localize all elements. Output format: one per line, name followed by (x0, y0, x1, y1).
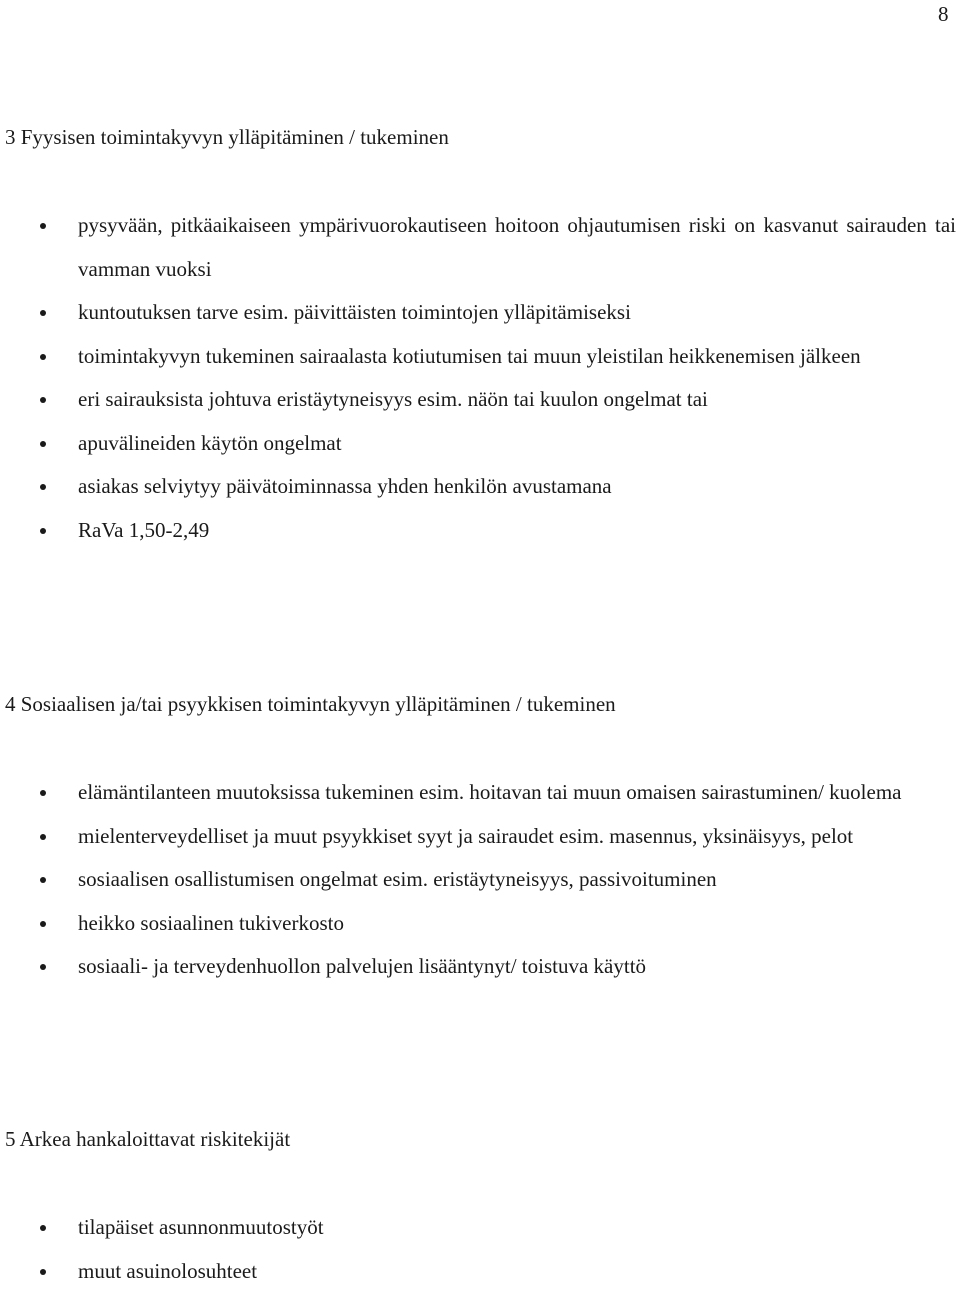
bullet-icon (40, 310, 46, 316)
bullet-icon (40, 397, 46, 403)
bullet-icon (40, 484, 46, 490)
bullet-icon (40, 1225, 46, 1231)
bullet-icon (40, 441, 46, 447)
bullet-icon (40, 528, 46, 534)
list-item: heikko sosiaalinen tukiverkosto (0, 902, 960, 946)
page-number: 8 (938, 2, 949, 27)
list-item: mielenterveydelliset ja muut psyykkiset syyt ja sairaudet esim. masennus, yksinäisyys, pelot (0, 815, 960, 859)
list-item: RaVa 1,50-2,49 (0, 509, 960, 553)
bullet-icon (40, 834, 46, 840)
list-item: sosiaali- ja terveydenhuollon palvelujen lisääntynyt/ toistuva käyttö (0, 945, 960, 989)
bullet-list-section-5 (0, 1206, 960, 1293)
bullet-icon (40, 964, 46, 970)
bullet-icon (40, 354, 46, 360)
section-heading-5: 5 Arkea hankaloittavat riskitekijät (5, 1127, 290, 1152)
section-heading-3: 3 Fyysisen toimintakyvyn ylläpitäminen / tukeminen (5, 125, 449, 150)
bullet-icon (40, 877, 46, 883)
list-item: apuvälineiden käytön ongelmat (0, 422, 960, 466)
list-item: toimintakyvyn tukeminen sairaalasta kotiutumisen tai muun yleistilan heikkenemisen jälkeen (0, 335, 960, 379)
list-item: muut asuinolosuhteet (0, 1250, 960, 1293)
bullet-list-section-3 (0, 204, 960, 552)
list-item: elämäntilanteen muutoksissa tukeminen esim. hoitavan tai muun omaisen sairastuminen/ kuolema (0, 771, 960, 815)
bullet-icon (40, 223, 46, 229)
bullet-list-section-4 (0, 771, 960, 989)
list-item: asiakas selviytyy päivätoiminnassa yhden henkilön avustamana (0, 465, 960, 509)
list-item: tilapäiset asunnonmuutostyöt (0, 1206, 960, 1250)
list-item: eri sairauksista johtuva eristäytyneisyys esim. näön tai kuulon ongelmat tai (0, 378, 960, 422)
bullet-icon (40, 790, 46, 796)
list-item: pysyvään, pitkäaikaiseen ympärivuorokautiseen hoitoon ohjautumisen riski on kasvanut sairauden tai vamman vuoksi (0, 204, 960, 291)
bullet-icon (40, 921, 46, 927)
list-item: kuntoutuksen tarve esim. päivittäisten toimintojen ylläpitämiseksi (0, 291, 960, 335)
bullet-icon (40, 1269, 46, 1275)
list-item: sosiaalisen osallistumisen ongelmat esim. eristäytyneisyys, passivoituminen (0, 858, 960, 902)
section-heading-4: 4 Sosiaalisen ja/tai psyykkisen toimintakyvyn ylläpitäminen / tukeminen (5, 692, 616, 717)
